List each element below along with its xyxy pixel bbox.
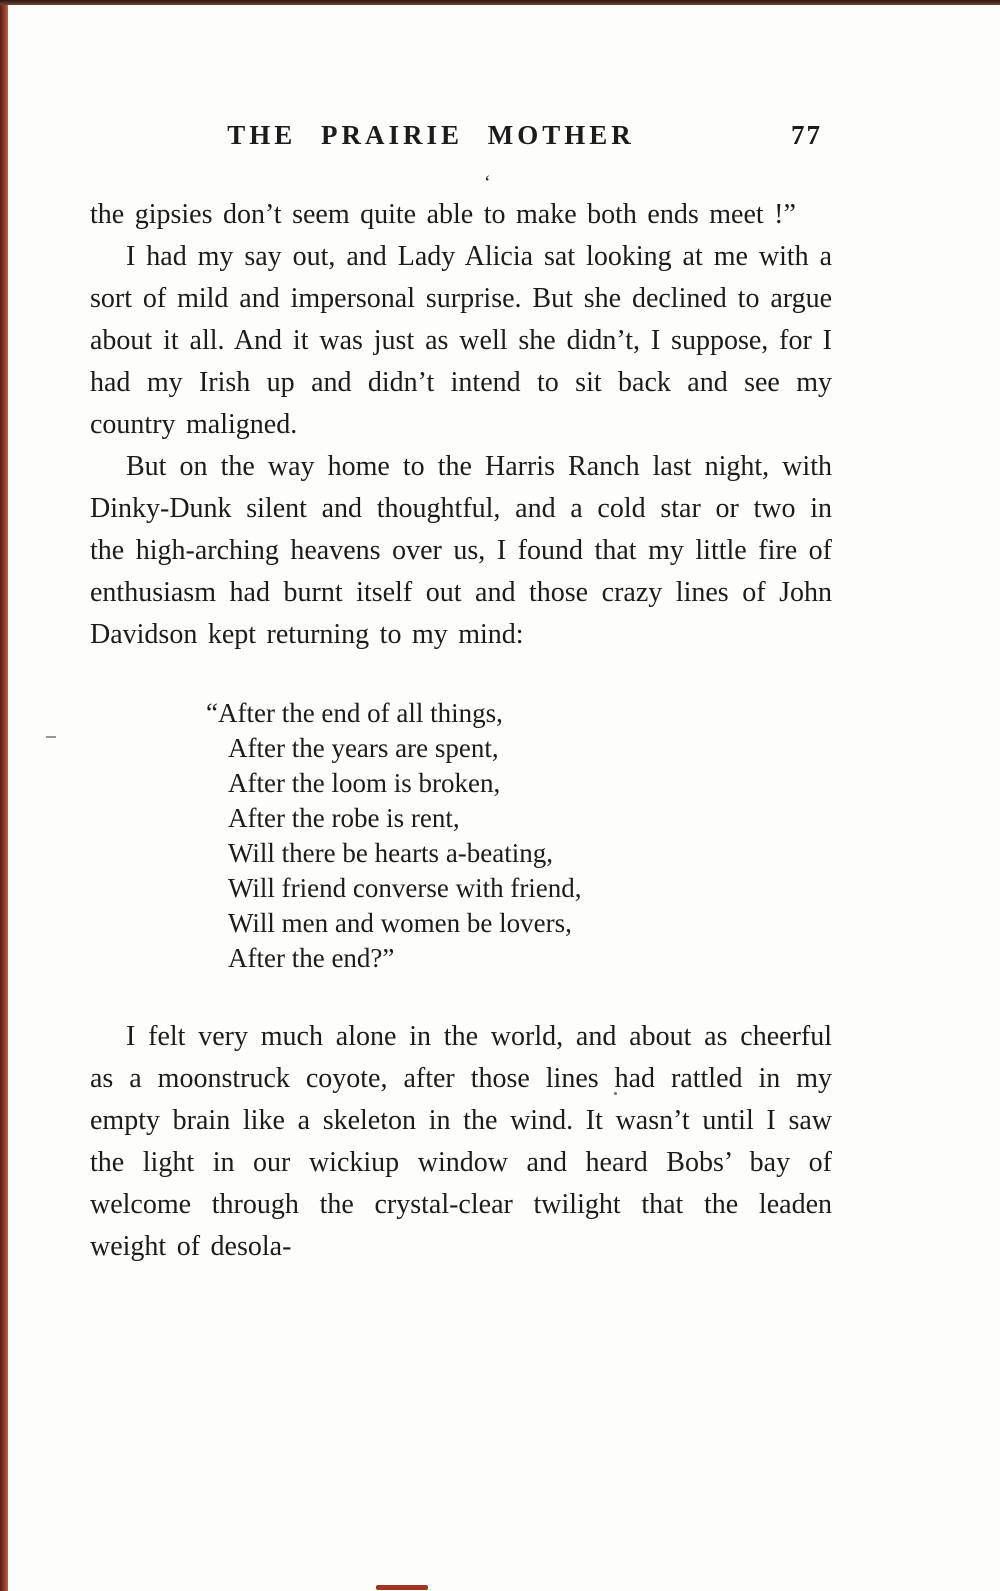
poem-line: Will there be hearts a-beating, — [228, 838, 554, 868]
poem-line: Will friend converse with friend, — [228, 873, 582, 903]
scan-edge-left — [0, 0, 8, 1591]
poem-line: After the robe is rent, — [228, 803, 460, 833]
poem-line: After the loom is broken, — [228, 768, 501, 798]
paragraph: But on the way home to the Harris Ranch last night, with Dinky-Dunk silent and thoughtful, and a cold star or two in the high-arching heavens over us, I found that my little fire of enthusiasm had burnt itself out and those crazy lines of John Davidson kept returning to my mind: — [90, 451, 832, 650]
running-header — [90, 120, 832, 158]
book-title: THE PRAIRIE MOTHER — [227, 120, 635, 150]
poem-block — [206, 696, 832, 976]
scan-edge-bottom-mark — [376, 1585, 428, 1590]
page-content — [90, 120, 832, 1268]
page-number: 77 — [791, 120, 822, 150]
poem-line: After the end?” — [228, 943, 395, 973]
paragraph-continuation: the gipsies don’t seem quite able to make both ends meet !” — [90, 199, 796, 230]
paragraph: I had my say out, and Lady Alicia sat looking at me with a sort of mild and impersonal surprise. But she declined to argue about it all. And it was just as well she didn’t, I suppose, for I had my Irish up and didn’t intend to sit back and see my country maligned. — [90, 241, 832, 440]
poem-line: “After the end of all things, — [206, 698, 503, 728]
scan-edge-top — [0, 0, 1000, 5]
scan-artifact-dash — [46, 736, 56, 738]
poem-line: After the years are spent, — [228, 733, 499, 763]
scan-artifact-tick: ‘ — [484, 172, 491, 194]
poem-line: Will men and women be lovers, — [228, 908, 572, 938]
paragraph: I felt very much alone in the world, and about as cheerful as a moonstruck coyote, after those lines had rattled in my empty brain like a skeleton in the wind. It wasn’t until I saw the light in our wickiup window and heard Bobs’ bay of welcome through the crystal-clear twilight that the leaden weight of desola- — [90, 1021, 832, 1262]
